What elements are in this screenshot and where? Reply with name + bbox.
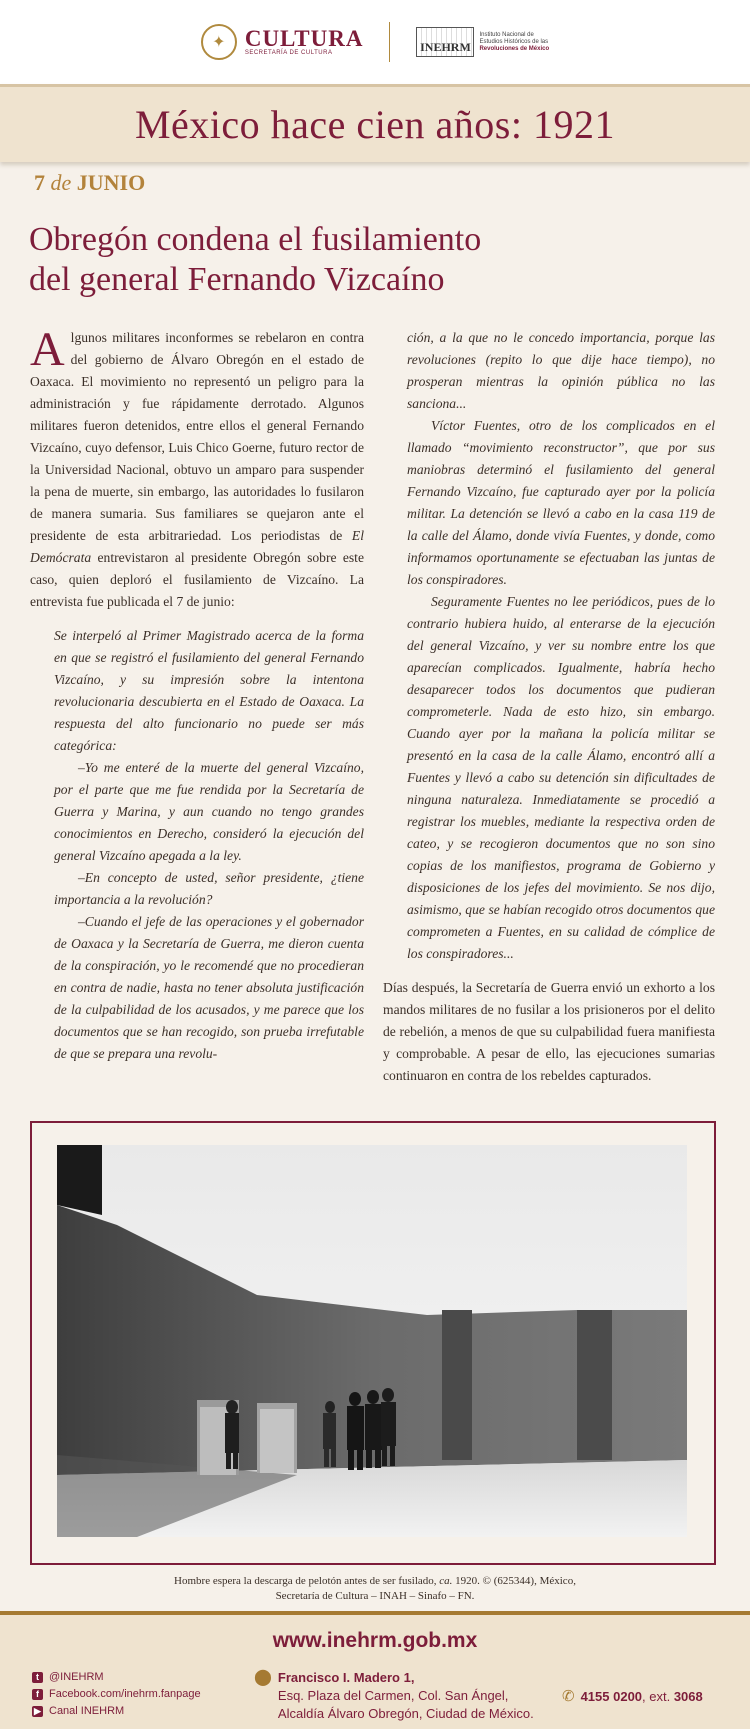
intro-paragraph [30, 323, 364, 613]
photo-caption [60, 1574, 690, 1604]
facebook-url: Facebook.com/inehrm.fanpage [49, 1688, 201, 1700]
twitter-icon: t [32, 1672, 43, 1683]
phone-ext-label: , ext. [642, 1688, 674, 1704]
quote-paragraph: Víctor Fuentes, otro de los complicados en el llamado “movimiento reconstructor”, que por sus maniobras determinó el fusilamiento del general Fernando Vizcaíno, fue capturado ayer por la policía militar. La detención se llevó a cabo en la casa 119 de la calle del Álamo, donde vivía Fuentes, y donde, como informamos oportunamente se efectuaban las juntas de los conspiradores. [407, 418, 715, 587]
closing-paragraph: Días después, la Secretaría de Guerra envió un exhorto a los mandos militares de no fusilar a los prisioneros por el delito de rebelión, a menos de que su culpabilidad fuera manifiesta y comprobable. A pesar de ello, las ejecuciones sumarias continuaron en contra de los rebeldes capturados. [383, 980, 715, 1083]
website-link[interactable]: www.inehrm.gob.mx [272, 1629, 478, 1652]
address-street: Francisco I. Madero 1, [277, 1670, 415, 1685]
inehrm-line: Revoluciones de México [479, 45, 550, 52]
date-day: 7 [34, 170, 45, 195]
caption-credit: Secretaría de Cultura – INAH – Sinafo – FN. [275, 1590, 475, 1602]
photo-frame [30, 1121, 716, 1565]
quote-paragraph: –Cuando el jefe de las operaciones y el gobernador de Oaxaca y la Secretaría de Guerra, me dieron cuenta de la conspiración, yo le recomendé que no procedieran en contra de nadie, hasta no tener absoluta justificación de la culpabilidad de los acusados, y me parece que los documentos que se han recogido, son prueba irrefutable de que se prepara una revolu- [54, 914, 364, 1061]
series-title: México hace cien años: 1921 [134, 102, 615, 147]
location-pin-icon: ⬤ [254, 1669, 272, 1686]
twitter-handle: @INEHRM [49, 1671, 104, 1683]
headline-line: Obregón condena el fusilamiento [29, 221, 482, 258]
address-line: Esq. Plaza del Carmen, Col. San Ángel, [277, 1688, 509, 1703]
article-headline [29, 220, 689, 300]
left-column [30, 323, 364, 1065]
phone-number: 4155 0200 [580, 1688, 643, 1704]
intro-text: lgunos militares inconformes se rebelaron en contra del gobierno de Álvaro Obregón en el estado de Oaxaca. El movimiento no representó un peligro para la administración y fue rápidamente derrotado. Algunos militares fueron detenidos, entre ellos el general Fernando Vizcaíno, cuyo defensor, Luis Chico Goerne, futuro rector de la Universidad Nacional, obtuvo un amparo para suspender la pena de muerte, sin embargo, las autoridades lo fusilaron de manera sumaria. Sus familiares se quejaron ante el presidente de esta arbitrariedad. Los periodistas de [30, 330, 364, 543]
interview-quote [30, 625, 364, 1065]
execution-photo [57, 1145, 687, 1537]
phone-extension: 3068 [673, 1688, 703, 1704]
caption-text: Hombre espera la descarga de pelotón antes de ser fusilado, [174, 1575, 440, 1587]
cultura-subtitle: SECRETARÍA DE CULTURA [244, 50, 333, 56]
phone-icon: ✆ [562, 1688, 575, 1705]
quote-paragraph: –En concepto de usted, señor presidente, ¿tiene importancia a la revolución? [54, 870, 364, 907]
footer [0, 1611, 750, 1729]
article-date [34, 170, 145, 196]
youtube-icon: ▶ [32, 1706, 43, 1717]
cultura-logo [201, 24, 364, 60]
inehrm-line: Estudios Históricos de las [479, 38, 549, 45]
headline-line: del general Fernando Vizcaíno [29, 261, 445, 298]
interview-quote-continued [383, 327, 715, 965]
top-logo-bar [0, 0, 750, 84]
right-column [383, 327, 715, 1087]
facebook-link[interactable] [32, 1686, 201, 1703]
intro-text: entrevistaron al presidente Obregón sobre este caso, quien deploró el fusilamiento de Vizcaíno. La entrevista fue publicada el 7 de junio: [30, 550, 364, 609]
cultura-name: CULTURA [244, 26, 364, 51]
quote-paragraph: Se interpeló al Primer Magistrado acerca de la forma en que se registró el fusilamiento del general Fernando Vizcaíno, y su impresión sobre la intentona revolucionaria descubierta en el Estado de Oaxaca. La respuesta del alto funcionario no puede ser más categórica: [54, 628, 364, 753]
facebook-icon: f [32, 1689, 43, 1700]
inehrm-line: Instituto Nacional de [479, 31, 534, 38]
newspaper-name: El Demócrata [30, 528, 364, 565]
quote-paragraph: ción, a la que no le concedo importancia, porque las revoluciones (repito lo que dije hace tiempo), no prosperan mientras la opinión pública no las sanciona... [407, 330, 715, 411]
address-block [254, 1669, 534, 1723]
series-banner [0, 84, 750, 162]
twitter-link[interactable] [32, 1669, 201, 1686]
address-line: Alcaldía Álvaro Obregón, Ciudad de México. [277, 1706, 534, 1721]
social-links [32, 1669, 201, 1720]
caption-circa: ca. [439, 1575, 453, 1587]
mexico-seal-icon: ✦ [201, 24, 237, 60]
date-de: de [50, 170, 72, 195]
inehrm-building-icon: INEHRM [416, 27, 474, 57]
quote-paragraph: –Yo me enteré de la muerte del general Vizcaíno, por el parte que me fue rendida por la Secretaría de Guerra y Marina, y aun cuando no tengo grandes conocimientos en Derecho, consideró la ejecución del general Vizcaíno apegada a la ley. [54, 760, 364, 863]
youtube-channel: Canal INEHRM [49, 1705, 125, 1717]
caption-text: 1920. © (625344), México, [452, 1575, 576, 1587]
inehrm-logo [416, 27, 549, 57]
date-month: JUNIO [76, 170, 146, 195]
drop-cap: A [30, 323, 65, 376]
logo-divider [389, 22, 390, 62]
phone-block [562, 1687, 703, 1705]
youtube-link[interactable] [32, 1703, 201, 1720]
quote-paragraph: Seguramente Fuentes no lee periódicos, pues de lo contrario hubiera huido, al enterarse de la ejecución del general Vizcaíno, y ver su nombre entre los que aparecían complicados. Igualmente, habría hecho desaparecer todos los documentos que pudieran comprometerle. Nada de esto hizo, sin embargo. Cuando ayer por la mañana la policía militar se presentó en la casa de la calle Álamo, encontró allí a Fuentes y llevó a cabo su detención sin dificultades de ninguna naturaleza. Inmediatamente se procedió a registrar los muebles, mediante la respectiva orden de cateo, y se recogieron documentos que no son sino copias de los manifiestos, programa de Gobierno y disposiciones de los jefes del movimiento. Se nos dijo, asimismo, que se habían recogido otros documentos que comprometen a Fuentes, en su calidad de cómplice de los conspiradores... [407, 594, 715, 961]
